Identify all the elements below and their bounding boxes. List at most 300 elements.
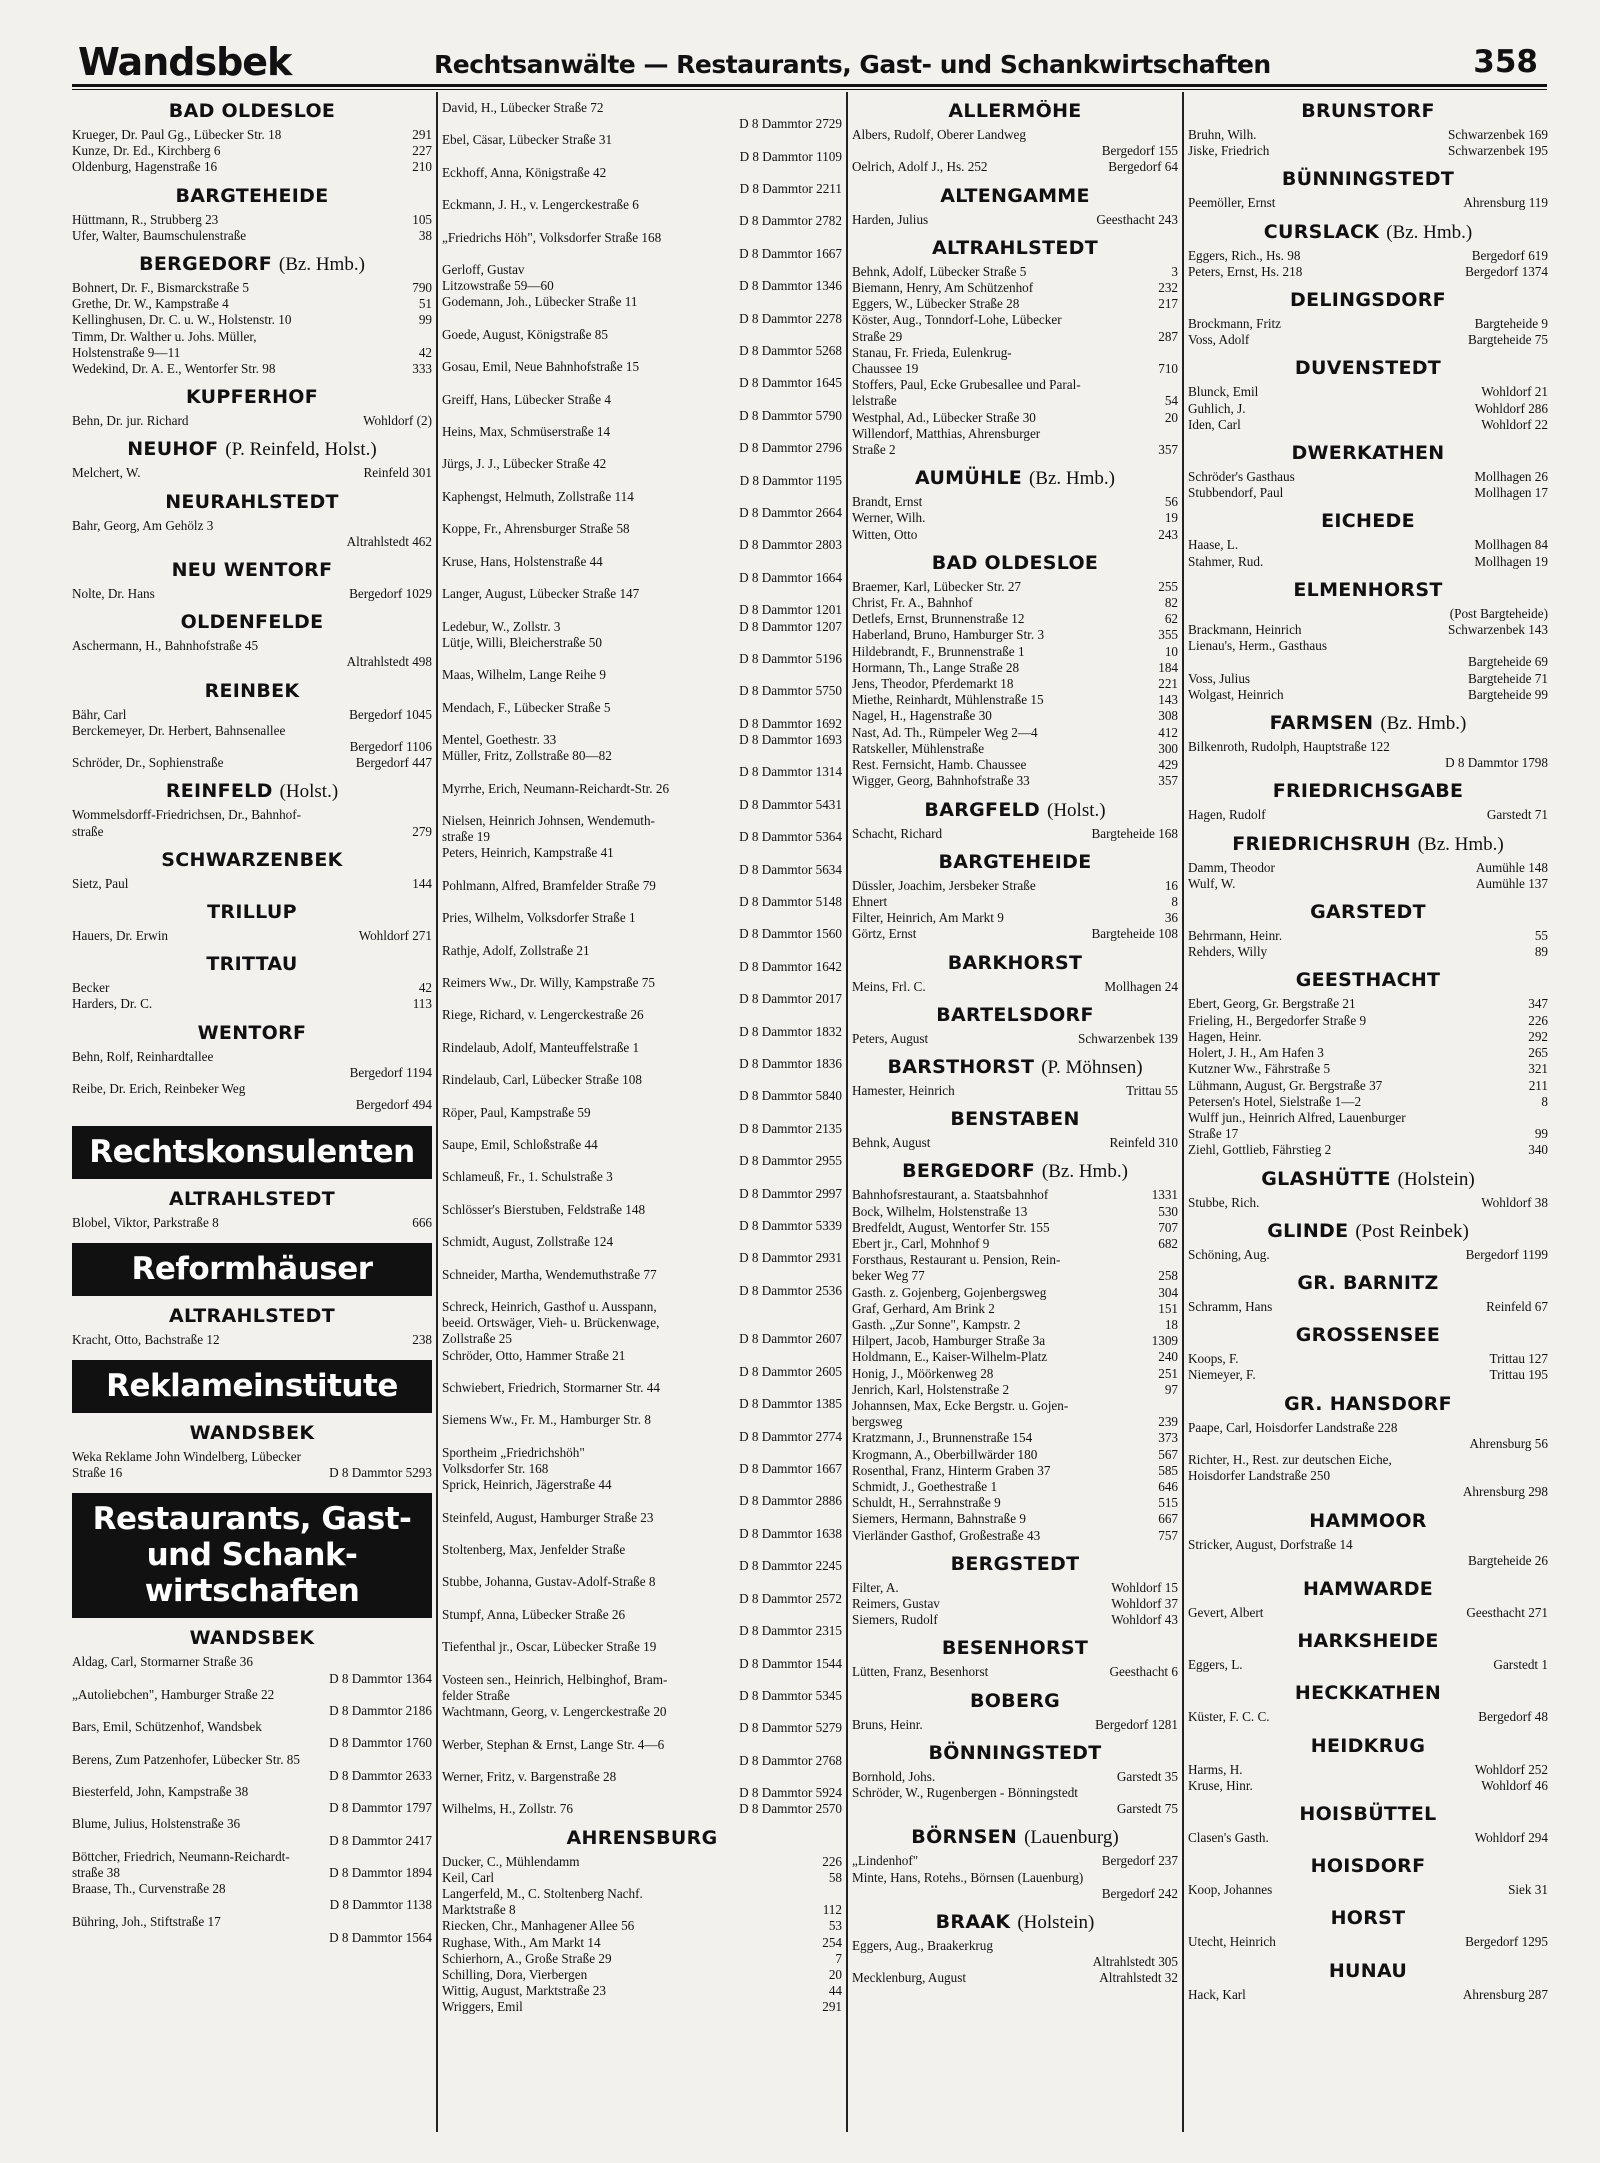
listing-phone: D 8 Dammtor 2417 xyxy=(329,1832,432,1848)
listing-line xyxy=(852,1135,1178,1151)
listing-phone: Bergedorf 1374 xyxy=(1465,263,1548,279)
listing-phone: D 8 Dammtor 1667 xyxy=(739,245,842,261)
listing-phone: D 8 Dammtor 2774 xyxy=(739,1428,842,1444)
listing-line xyxy=(1188,1830,1548,1846)
listing-phone: 44 xyxy=(828,1983,842,1999)
place-name: HAMWARDE xyxy=(1302,1577,1434,1600)
place-name: GLINDE xyxy=(1267,1219,1349,1242)
listing-phone: D 8 Dammtor 5345 xyxy=(739,1687,842,1703)
listing-phone: D 8 Dammtor 2997 xyxy=(739,1185,842,1201)
listing-phone: Bargteheide 168 xyxy=(1091,825,1178,841)
listing-line xyxy=(1188,1351,1548,1367)
listing-phone: Ahrensburg 119 xyxy=(1463,195,1548,211)
listing-line xyxy=(852,1031,1178,1047)
place-heading xyxy=(1188,1960,1548,1983)
place-heading xyxy=(1188,100,1548,123)
listing-phone: D 8 Dammtor 2931 xyxy=(739,1250,842,1266)
listing-line xyxy=(72,1816,432,1832)
listing-name: Werber, Stephan & Ernst, Lange Str. 4—6 xyxy=(442,1736,665,1752)
place-name: EICHEDE xyxy=(1321,510,1415,533)
place-heading xyxy=(1188,1578,1548,1601)
listing-name: Mentel, Goethestr. 33 xyxy=(442,731,557,747)
place-heading xyxy=(1188,1735,1548,1758)
place-heading xyxy=(852,237,1178,260)
listing-name: „Autoliebchen", Hamburger Straße 22 xyxy=(72,1686,275,1702)
listing-name: beker Weg 77 xyxy=(852,1268,925,1284)
listing-line xyxy=(852,329,1178,345)
listing-line xyxy=(442,1672,842,1688)
place-name: WANDSBEK xyxy=(189,1627,315,1650)
listing-line xyxy=(852,1479,1178,1495)
listing-phone: 99 xyxy=(1534,1126,1548,1142)
listing-line xyxy=(852,644,1178,660)
listing-line xyxy=(442,537,842,553)
listing-name: Kaphengst, Helmuth, Zollstraße 114 xyxy=(442,488,634,504)
listing-name: Gerloff, Gustav xyxy=(442,262,525,278)
listing-line xyxy=(72,755,432,771)
place-heading xyxy=(852,1004,1178,1027)
place-name: BRAAK xyxy=(935,1911,1011,1934)
listing-name: Werner, Fritz, v. Bargenstraße 28 xyxy=(442,1768,617,1784)
listing-line xyxy=(852,1317,1178,1333)
listing-line xyxy=(442,1105,842,1121)
listing-line xyxy=(442,246,842,262)
listing-phone: 429 xyxy=(1158,757,1178,773)
listing-name: Nielsen, Heinrich Johnsen, Wendemuth- xyxy=(442,812,655,828)
listing-phone: 82 xyxy=(1164,595,1178,611)
listing-name: Minte, Hans, Rotehs., Börnsen (Lauenburg) xyxy=(852,1869,1084,1885)
listing-line xyxy=(1188,1537,1548,1553)
listing-phone: 56 xyxy=(1164,494,1178,510)
place-name: BÖRNSEN xyxy=(911,1826,1018,1849)
listing-name: Hoisdorfer Landstraße 250 xyxy=(1188,1468,1331,1484)
listing-line xyxy=(852,725,1178,741)
listing-line xyxy=(852,1447,1178,1463)
listing-line xyxy=(852,280,1178,296)
place-name: HUNAU xyxy=(1328,1959,1408,1982)
listing-name: Holdmann, E., Kaiser-Wilhelm-Platz xyxy=(852,1349,1048,1365)
listing-name: Hamester, Heinrich xyxy=(852,1082,955,1098)
place-name: ALTENGAMME xyxy=(940,184,1090,207)
listing-line xyxy=(852,494,1178,510)
listing-line xyxy=(852,660,1178,676)
listing-name: Schöning, Aug. xyxy=(1188,1246,1270,1262)
listing-phone: Bargteheide 108 xyxy=(1091,926,1178,942)
listing-name: Hagen, Rudolf xyxy=(1188,807,1266,823)
listing-line xyxy=(72,1752,432,1768)
listing-name: Hildebrandt, F., Brunnenstraße 1 xyxy=(852,643,1025,659)
listing-line xyxy=(852,926,1178,942)
listing-name: Stoffers, Paul, Ecke Grubesallee und Paral- xyxy=(852,377,1081,393)
listing-line xyxy=(442,716,842,732)
place-qualifier: (Bz. Hmb.) xyxy=(1380,713,1467,735)
place-name: BARTELSDORF xyxy=(936,1003,1094,1026)
listing-line xyxy=(442,602,842,618)
listing-line xyxy=(852,1664,1178,1680)
listing-phone: D 8 Dammtor 2186 xyxy=(329,1702,432,1718)
listing-line xyxy=(442,586,842,602)
listing-line xyxy=(72,534,432,550)
place-heading xyxy=(852,1911,1178,1934)
listing-phone: Bergedorf 494 xyxy=(355,1097,432,1113)
listing-line xyxy=(1188,537,1548,553)
listing-line xyxy=(442,1951,842,1967)
listing-name: Forsthaus, Restaurant u. Pension, Rein- xyxy=(852,1252,1061,1268)
place-name: ALTRAHLSTEDT xyxy=(932,236,1098,259)
listing-phone: 144 xyxy=(412,875,432,891)
place-qualifier: (Holstein) xyxy=(1017,1912,1095,1934)
listing-name: Schröder, Dr., Sophienstraße xyxy=(72,755,224,771)
listing-line xyxy=(72,739,432,755)
listing-line xyxy=(852,757,1178,773)
listing-name: Biesterfeld, John, Kampstraße 38 xyxy=(72,1783,249,1799)
column-4 xyxy=(1188,100,1548,2130)
listing-name: Ziehl, Gottlieb, Fährstieg 2 xyxy=(1188,1142,1332,1158)
listing-name: Utecht, Heinrich xyxy=(1188,1934,1276,1950)
listing-phone: D 8 Dammtor 1385 xyxy=(739,1396,842,1412)
listing-name: Bornhold, Johs. xyxy=(852,1768,936,1784)
listing-name: Schuldt, H., Serrahnstraße 9 xyxy=(852,1495,1001,1511)
listing-phone: D 8 Dammtor 1692 xyxy=(739,715,842,731)
listing-line xyxy=(442,473,842,489)
listing-line xyxy=(852,826,1178,842)
listing-name: Bock, Wilhelm, Holstenstraße 13 xyxy=(852,1203,1028,1219)
place-qualifier: (Lauenburg) xyxy=(1024,1827,1119,1849)
listing-phone: D 8 Dammtor 2633 xyxy=(329,1767,432,1783)
listing-line xyxy=(442,1526,842,1542)
listing-name: Gasth. z. Gojenberg, Gojenbergsweg xyxy=(852,1284,1047,1300)
listing-name: Blume, Julius, Holstenstraße 36 xyxy=(72,1816,241,1832)
listing-phone: D 8 Dammtor 2796 xyxy=(739,440,842,456)
listing-line xyxy=(852,264,1178,280)
listing-phone: 58 xyxy=(828,1869,842,1885)
listing-line xyxy=(72,413,432,429)
listing-line xyxy=(72,329,432,345)
listing-line xyxy=(442,1542,842,1558)
listing-name: bergsweg xyxy=(852,1414,903,1430)
place-name: BERGEDORF xyxy=(902,1160,1035,1183)
place-qualifier: (Bz. Hmb.) xyxy=(1041,1161,1128,1183)
listing-phone: 105 xyxy=(412,211,432,227)
listing-phone: Mollhagen 17 xyxy=(1474,485,1548,501)
place-name: ALLERMÖHE xyxy=(948,100,1082,122)
listing-name: Berens, Zum Patzenhofer, Lübecker Str. 85 xyxy=(72,1751,300,1767)
listing-phone: 18 xyxy=(1164,1316,1178,1332)
listing-name: Guhlich, J. xyxy=(1188,400,1246,416)
listing-phone: 300 xyxy=(1158,740,1178,756)
listing-name: Nagel, H., Hagenstraße 30 xyxy=(852,708,992,724)
listing-line xyxy=(442,1607,842,1623)
listing-line xyxy=(852,527,1178,543)
listing-name: Kracht, Otto, Bachstraße 12 xyxy=(72,1331,220,1347)
listing-line xyxy=(852,1886,1178,1902)
listing-phone: D 8 Dammtor 2278 xyxy=(739,310,842,326)
place-name: BESENHORST xyxy=(941,1637,1089,1660)
listing-line xyxy=(1188,1094,1548,1110)
listing-name: Ledebur, W., Zollstr. 3 xyxy=(442,618,561,634)
listing-phone: Altrahlstedt 305 xyxy=(1092,1954,1178,1970)
listing-name: Langer, August, Lübecker Straße 147 xyxy=(442,586,640,602)
listing-phone: 8 xyxy=(1171,893,1178,909)
listing-line xyxy=(1188,1013,1548,1029)
listing-line xyxy=(442,894,842,910)
listing-line xyxy=(442,1121,842,1137)
listing-phone: D 8 Dammtor 1195 xyxy=(739,472,842,488)
listing-name: Bredfeldt, August, Wentorfer Str. 155 xyxy=(852,1219,1050,1235)
listing-name: Bahnhofsrestaurant, a. Staatsbahnhof xyxy=(852,1187,1049,1203)
listing-phone: D 8 Dammtor 1642 xyxy=(739,958,842,974)
place-qualifier: (Post Reinbek) xyxy=(1355,1220,1469,1242)
listing-line xyxy=(442,1558,842,1574)
listing-line xyxy=(442,1623,842,1639)
listing-phone: 254 xyxy=(822,1934,842,1950)
place-heading xyxy=(72,1305,432,1328)
listing-name: Iden, Carl xyxy=(1188,416,1241,432)
place-name: BARGFELD xyxy=(924,798,1041,821)
listing-phone: Geesthacht 6 xyxy=(1109,1664,1178,1680)
listing-line xyxy=(852,1333,1178,1349)
listing-line xyxy=(442,149,842,165)
listing-line xyxy=(1188,739,1548,755)
listing-phone: Wohldorf 38 xyxy=(1481,1194,1548,1210)
listing-line xyxy=(442,213,842,229)
listing-phone: Trittau 195 xyxy=(1489,1367,1548,1383)
listing-phone: 221 xyxy=(1158,676,1178,692)
listing-line xyxy=(442,1250,842,1266)
place-name: BAD OLDESLOE xyxy=(168,100,336,122)
place-name: GARSTEDT xyxy=(1310,901,1426,924)
place-name: DUVENSTEDT xyxy=(1294,357,1442,380)
listing-name: Lienau's, Herm., Gasthaus xyxy=(1188,638,1327,654)
place-name: WANDSBEK xyxy=(189,1421,315,1444)
listing-line xyxy=(442,781,842,797)
listing-line xyxy=(442,651,842,667)
listing-phone: D 8 Dammtor 5750 xyxy=(739,683,842,699)
place-heading xyxy=(1188,357,1548,380)
listing-line xyxy=(442,1510,842,1526)
listing-name: Rest. Fernsicht, Hamb. Chaussee xyxy=(852,757,1027,773)
listing-phone: 53 xyxy=(828,1918,842,1934)
listing-line xyxy=(852,1382,1178,1398)
listing-name: Werner, Wilh. xyxy=(852,510,926,526)
place-heading xyxy=(1188,712,1548,735)
place-name: REINBEK xyxy=(204,679,300,702)
listing-name: Eckhoff, Anna, Königstraße 42 xyxy=(442,164,607,180)
listing-phone: 51 xyxy=(418,296,432,312)
listing-phone: D 8 Dammtor 5196 xyxy=(739,650,842,666)
listing-name: Saupe, Emil, Schloßstraße 44 xyxy=(442,1137,598,1152)
listing-line xyxy=(1188,671,1548,687)
listing-phone: Ahrensburg 56 xyxy=(1469,1435,1548,1451)
listing-line xyxy=(442,926,842,942)
place-heading xyxy=(1188,1630,1548,1653)
listing-phone: D 8 Dammtor 5293 xyxy=(329,1465,432,1481)
place-name: ALTRAHLSTEDT xyxy=(169,1187,335,1210)
listing-phone: 89 xyxy=(1534,944,1548,960)
listing-phone: 232 xyxy=(1158,280,1178,296)
listing-line xyxy=(72,1865,432,1881)
listing-line xyxy=(442,570,842,586)
listing-line xyxy=(442,1854,842,1870)
listing-phone: D 8 Dammtor 1544 xyxy=(739,1655,842,1671)
place-name: BARKHORST xyxy=(947,951,1083,974)
listing-name: Behn, Rolf, Reinhardtallee xyxy=(72,1048,214,1064)
place-name: TRITTAU xyxy=(206,953,298,976)
place-name: BAD OLDESLOE xyxy=(931,551,1099,574)
listing-name: Reibe, Dr. Erich, Reinbeker Weg xyxy=(72,1081,246,1097)
listing-phone: Bergedorf 1194 xyxy=(349,1064,432,1080)
listing-line xyxy=(852,1220,1178,1236)
listing-name: Schreck, Heinrich, Gasthof u. Ausspann, xyxy=(442,1299,657,1315)
listing-name: Ufer, Walter, Baumschulenstraße xyxy=(72,227,247,243)
listing-name: Ebert, Georg, Gr. Bergstraße 21 xyxy=(1188,996,1356,1012)
listing-name: Wriggers, Emil xyxy=(442,1999,523,2015)
listing-phone: 243 xyxy=(1158,526,1178,542)
listing-phone: D 8 Dammtor 2955 xyxy=(739,1153,842,1169)
listing-line xyxy=(442,1348,842,1364)
listing-phone: 1309 xyxy=(1151,1333,1178,1349)
place-name: DWERKATHEN xyxy=(1291,442,1445,465)
listing-line xyxy=(442,1477,842,1493)
listing-name: Stubbe, Johanna, Gustav-Adolf-Straße 8 xyxy=(442,1574,656,1590)
listing-phone: D 8 Dammtor 1667 xyxy=(739,1461,842,1477)
listing-line xyxy=(1188,1078,1548,1094)
listing-phone: 304 xyxy=(1158,1284,1178,1300)
column-1 xyxy=(72,100,432,2130)
listing-name: Krogmann, A., Oberbillwärder 180 xyxy=(852,1446,1038,1462)
listing-line xyxy=(442,343,842,359)
listing-name: Nast, Ad. Th., Rümpeler Weg 2—4 xyxy=(852,724,1038,740)
listing-line xyxy=(852,312,1178,328)
listing-line xyxy=(442,505,842,521)
listing-name: Braemer, Karl, Lübecker Str. 27 xyxy=(852,578,1022,594)
listing-phone: D 8 Dammtor 1201 xyxy=(739,602,842,618)
listing-line xyxy=(442,764,842,780)
listing-line xyxy=(442,910,842,926)
listing-name: Gosau, Emil, Neue Bahnhofstraße 15 xyxy=(442,359,640,375)
listing-phone: 240 xyxy=(1158,1349,1178,1365)
listing-name: Steinfeld, August, Hamburger Straße 23 xyxy=(442,1509,654,1525)
listing-phone: 226 xyxy=(1528,1012,1548,1028)
listing-line xyxy=(442,327,842,343)
listing-line xyxy=(72,928,432,944)
listing-phone: 10 xyxy=(1164,643,1178,659)
listing-line xyxy=(72,1800,432,1816)
listing-line xyxy=(72,280,432,296)
listing-name: Hack, Karl xyxy=(1188,1986,1246,2002)
listing-line xyxy=(852,345,1178,361)
listing-name: Brandt, Ernst xyxy=(852,494,923,510)
listing-name: Haberland, Bruno, Hamburger Str. 3 xyxy=(852,627,1045,643)
listing-name: Tiefenthal jr., Oscar, Lübecker Straße 19 xyxy=(442,1639,657,1655)
listing-line xyxy=(852,1801,1178,1817)
listing-phone: Bargteheide 69 xyxy=(1468,654,1548,670)
listing-line xyxy=(852,708,1178,724)
listing-phone: D 8 Dammtor 2886 xyxy=(739,1493,842,1509)
listing-phone: Bergedorf 48 xyxy=(1478,1709,1548,1725)
listing-line xyxy=(1188,1882,1548,1898)
place-heading xyxy=(72,780,432,803)
listing-phone: 217 xyxy=(1158,296,1178,312)
listing-name: Bruns, Heinr. xyxy=(852,1716,923,1732)
listing-name: lelstraße xyxy=(852,393,897,409)
listing-name: Kruse, Hans, Holstenstraße 44 xyxy=(442,553,603,569)
place-heading xyxy=(852,467,1178,490)
place-name: BERGSTEDT xyxy=(950,1552,1080,1575)
listing-name: Ehnert xyxy=(852,893,888,909)
listing-name: Rindelaub, Carl, Lübecker Straße 108 xyxy=(442,1072,642,1088)
listing-line xyxy=(442,262,842,278)
place-heading xyxy=(1188,579,1548,602)
listing-phone: Wohldorf 46 xyxy=(1481,1777,1548,1793)
listing-line xyxy=(1188,876,1548,892)
place-heading xyxy=(1188,1855,1548,1878)
place-heading xyxy=(72,185,432,208)
listing-name: Koppe, Fr., Ahrensburger Straße 58 xyxy=(442,521,630,537)
place-qualifier: (Holstein) xyxy=(1397,1168,1475,1190)
listing-line xyxy=(72,228,432,244)
listing-phone: 265 xyxy=(1528,1045,1548,1061)
listing-line xyxy=(72,654,432,670)
listing-phone: Wohldorf 22 xyxy=(1481,416,1548,432)
listing-phone: Trittau 55 xyxy=(1126,1082,1178,1098)
listing-line xyxy=(442,456,842,472)
listing-line xyxy=(442,1137,842,1153)
listing-phone: Bergedorf 619 xyxy=(1471,247,1548,263)
listing-phone: 239 xyxy=(1158,1414,1178,1430)
place-name: GROSSENSEE xyxy=(1295,1324,1441,1347)
listing-name: Kutzner Ww., Fährstraße 5 xyxy=(1188,1061,1331,1077)
place-heading xyxy=(1188,1272,1548,1295)
listing-line xyxy=(442,797,842,813)
listing-phone: D 8 Dammtor 1894 xyxy=(329,1864,432,1880)
section-banner: Reklameinstitute xyxy=(72,1360,432,1413)
listing-name: straße 19 xyxy=(442,829,490,845)
listing-line xyxy=(72,1465,432,1481)
listing-name: Gevert, Albert xyxy=(1188,1604,1264,1620)
listing-line xyxy=(852,1252,1178,1268)
place-qualifier: (Bz. Hmb.) xyxy=(1386,221,1473,243)
listing-line xyxy=(72,876,432,892)
place-heading xyxy=(72,253,432,276)
listing-phone: 7 xyxy=(835,1950,842,1966)
listing-name: Petersen's Hotel, Sielstraße 1—2 xyxy=(1188,1093,1362,1109)
listing-name: Straße 17 xyxy=(1188,1126,1239,1142)
listing-name: Sportheim „Friedrichshöh" xyxy=(442,1444,585,1460)
listing-phone: 347 xyxy=(1528,996,1548,1012)
listing-line xyxy=(72,1914,432,1930)
listing-line xyxy=(442,294,842,310)
listing-line xyxy=(852,1495,1178,1511)
listing-name: Eggers, L. xyxy=(1188,1657,1243,1673)
place-name: AUMÜHLE xyxy=(915,467,1023,490)
listing-line xyxy=(442,1283,842,1299)
place-heading xyxy=(72,1022,432,1045)
listing-name: Peters, Heinrich, Kampstraße 41 xyxy=(442,845,614,861)
listing-name: beeid. Ortswäger, Vieh- u. Brückenwage, xyxy=(442,1315,660,1331)
listing-line xyxy=(852,595,1178,611)
listing-name: Hagen, Heinr. xyxy=(1188,1028,1262,1044)
place-heading xyxy=(1188,1682,1548,1705)
listing-phone: 707 xyxy=(1158,1219,1178,1235)
listing-name: Filter, A. xyxy=(852,1579,899,1595)
listing-name: Peemöller, Ernst xyxy=(1188,195,1276,211)
listing-line xyxy=(72,1065,432,1081)
listing-name: Jens, Theodor, Pferdemarkt 18 xyxy=(852,676,1014,692)
listing-name: Straße 16 xyxy=(72,1465,123,1481)
listing-line xyxy=(442,554,842,570)
place-name: FRIEDRICHSRUH xyxy=(1232,832,1411,855)
